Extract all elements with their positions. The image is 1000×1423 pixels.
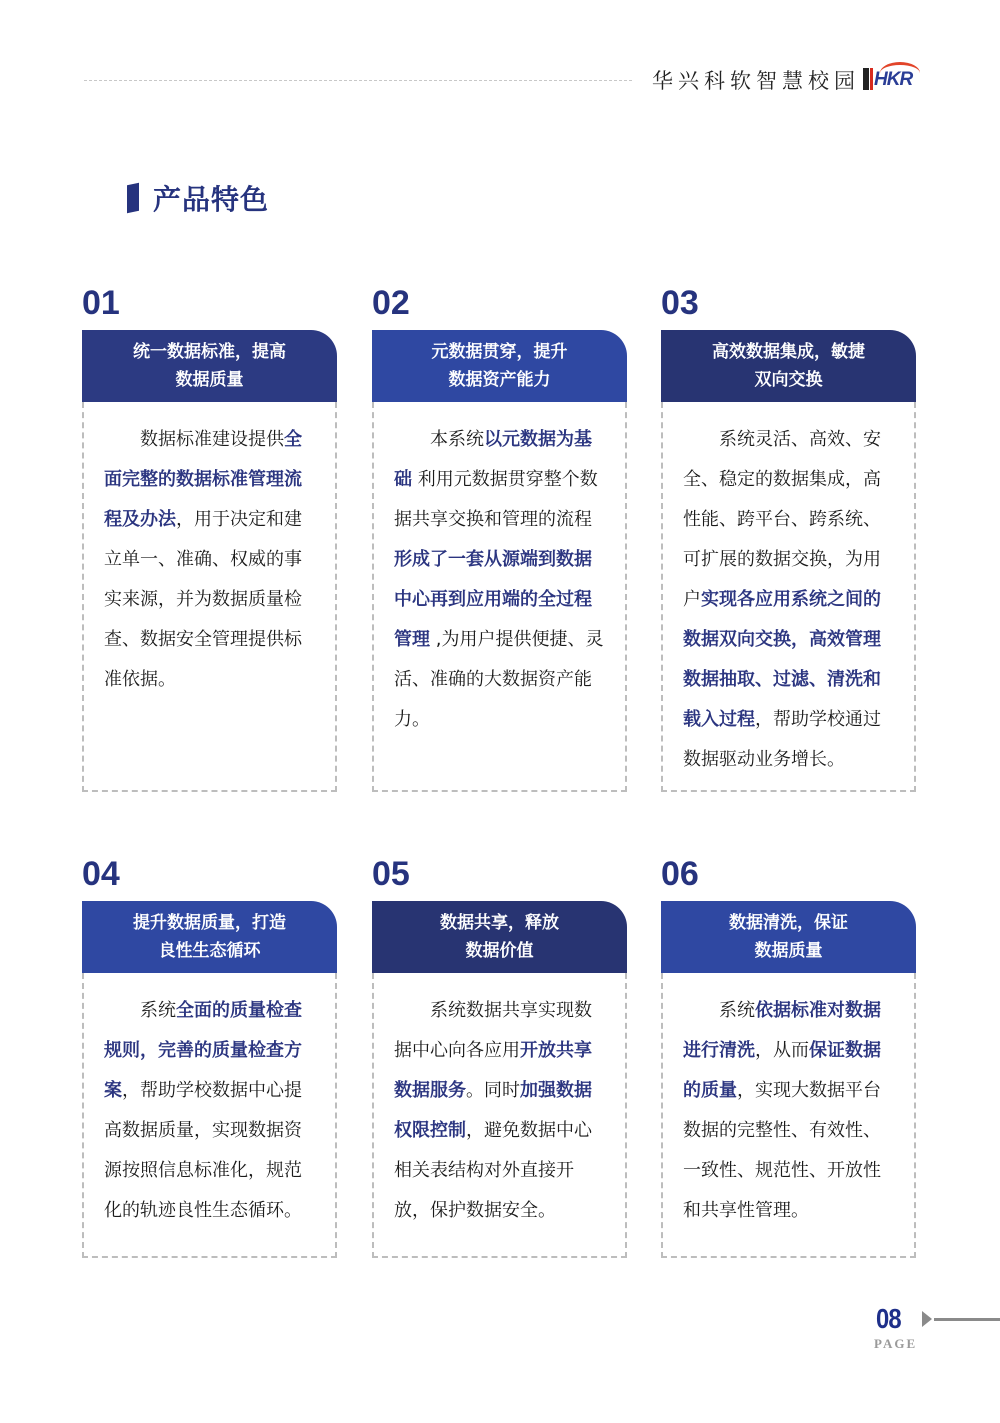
hkr-logo bbox=[862, 62, 918, 94]
card-title-line1: 数据共享，释放 bbox=[440, 913, 559, 933]
card-description bbox=[394, 991, 607, 1231]
body-text: 。同时 bbox=[466, 1080, 520, 1101]
card-title-line2: 数据质量 bbox=[175, 370, 244, 390]
highlight-text: 保证数据的质量 bbox=[683, 1040, 881, 1101]
card-description bbox=[104, 991, 317, 1231]
card-title-line2: 数据质量 bbox=[754, 941, 823, 961]
card-description bbox=[683, 420, 896, 780]
body-text: 利用元数据贯穿整个数据共享交换和管理的流程 bbox=[394, 469, 598, 530]
card-number: 04 bbox=[82, 855, 120, 893]
card-description bbox=[104, 420, 317, 700]
body-text: ，帮助学校通过数据驱动业务增长。 bbox=[683, 709, 881, 770]
page-arrow-icon bbox=[922, 1311, 932, 1327]
body-text: 系统数据共享实现数据中心向各应用 bbox=[394, 1000, 592, 1061]
card-number: 06 bbox=[661, 855, 699, 893]
card-title-line2: 双向交换 bbox=[754, 370, 823, 390]
body-text: ，帮助学校数据中心提高数据质量，实现数据资源按照信息标准化，规范化的轨迹良性生态循环。 bbox=[104, 1080, 302, 1221]
card-number: 03 bbox=[661, 284, 699, 322]
card-body bbox=[82, 973, 337, 1258]
card-body bbox=[661, 402, 916, 792]
body-text: 本系统 bbox=[430, 429, 484, 450]
card-description bbox=[683, 991, 896, 1231]
highlight-text: 全面的质量检查规则，完善的质量检查方案 bbox=[104, 1000, 302, 1101]
card-title-line2: 数据价值 bbox=[465, 941, 534, 961]
header-divider bbox=[84, 80, 632, 81]
card-body bbox=[372, 402, 627, 792]
highlight-text: 全面完整的数据标准管理流程及办法 bbox=[104, 429, 302, 530]
logo-bar-icon bbox=[863, 68, 869, 90]
highlight-text: 加强数据权限控制 bbox=[394, 1080, 592, 1141]
card-body bbox=[82, 402, 337, 792]
page-label: PAGE bbox=[874, 1336, 918, 1351]
section-title bbox=[127, 178, 269, 218]
body-text: 系统 bbox=[140, 1000, 176, 1021]
highlight-text: 依据标准对数据进行清洗 bbox=[683, 1000, 881, 1061]
body-text: 系统灵活、高效、安全、稳定的数据集成，高性能、跨平台、跨系统、可扩展的数据交换，为用户 bbox=[683, 429, 881, 610]
feature-card-02 bbox=[372, 280, 627, 792]
card-description bbox=[394, 420, 607, 740]
card-body bbox=[372, 973, 627, 1258]
page-line-divider bbox=[934, 1318, 1000, 1321]
logo-bar-red-icon bbox=[870, 68, 873, 90]
body-text: ，用于决定和建立单一、准确、权威的事实来源，并为数据质量检查、数据安全管理提供标准依据。 bbox=[104, 509, 302, 690]
card-header bbox=[82, 330, 337, 402]
feature-card-01 bbox=[82, 280, 337, 792]
card-header bbox=[661, 330, 916, 402]
feature-card-05 bbox=[372, 851, 627, 1258]
card-title-line1: 提升数据质量，打造 bbox=[133, 913, 286, 933]
body-text: ，实现大数据平台数据的完整性、有效性、一致性、规范性、开放性和共享性管理。 bbox=[683, 1080, 881, 1221]
card-body bbox=[661, 973, 916, 1258]
card-header bbox=[372, 901, 627, 973]
card-title-line2: 数据资产能力 bbox=[448, 370, 551, 390]
card-header bbox=[82, 901, 337, 973]
card-number: 01 bbox=[82, 284, 120, 322]
card-header bbox=[372, 330, 627, 402]
card-title-line2: 良性生态循环 bbox=[158, 941, 261, 961]
section-marker-icon bbox=[127, 183, 139, 214]
section-title-text: 产品特色 bbox=[153, 183, 270, 216]
card-title-line1: 数据清洗，保证 bbox=[729, 913, 848, 933]
card-number: 05 bbox=[372, 855, 410, 893]
highlight-text: 以元数据为基础 bbox=[394, 429, 592, 490]
card-header bbox=[661, 901, 916, 973]
brand-name: 华兴科软智慧校园 bbox=[652, 69, 860, 93]
body-text: ，避免数据中心相关表结构对外直接开放，保护数据安全。 bbox=[394, 1120, 592, 1221]
body-text: 数据标准建设提供 bbox=[140, 429, 284, 450]
feature-card-03 bbox=[661, 280, 916, 792]
card-title-line1: 统一数据标准，提高 bbox=[133, 342, 286, 362]
page-number: 08 bbox=[876, 1303, 901, 1334]
feature-card-04 bbox=[82, 851, 337, 1258]
highlight-text: 形成了一套从源端到数据中心再到应用端的全过程管理 bbox=[394, 549, 592, 650]
logo-text: HKR bbox=[874, 69, 913, 90]
body-text: 系统 bbox=[719, 1000, 755, 1021]
card-title-line1: 高效数据集成，敏捷 bbox=[712, 342, 865, 362]
feature-card-06 bbox=[661, 851, 916, 1258]
highlight-text: 实现各应用系统之间的数据双向交换，高效管理数据抽取、过滤、清洗和载入过程 bbox=[683, 589, 881, 730]
highlight-text: 开放共享数据服务 bbox=[394, 1040, 592, 1101]
card-number: 02 bbox=[372, 284, 410, 322]
body-text: ,为用户提供便捷、灵活、准确的大数据资产能力。 bbox=[394, 629, 604, 730]
card-title-line1: 元数据贯穿，提升 bbox=[431, 342, 568, 362]
body-text: ，从而 bbox=[755, 1040, 809, 1061]
